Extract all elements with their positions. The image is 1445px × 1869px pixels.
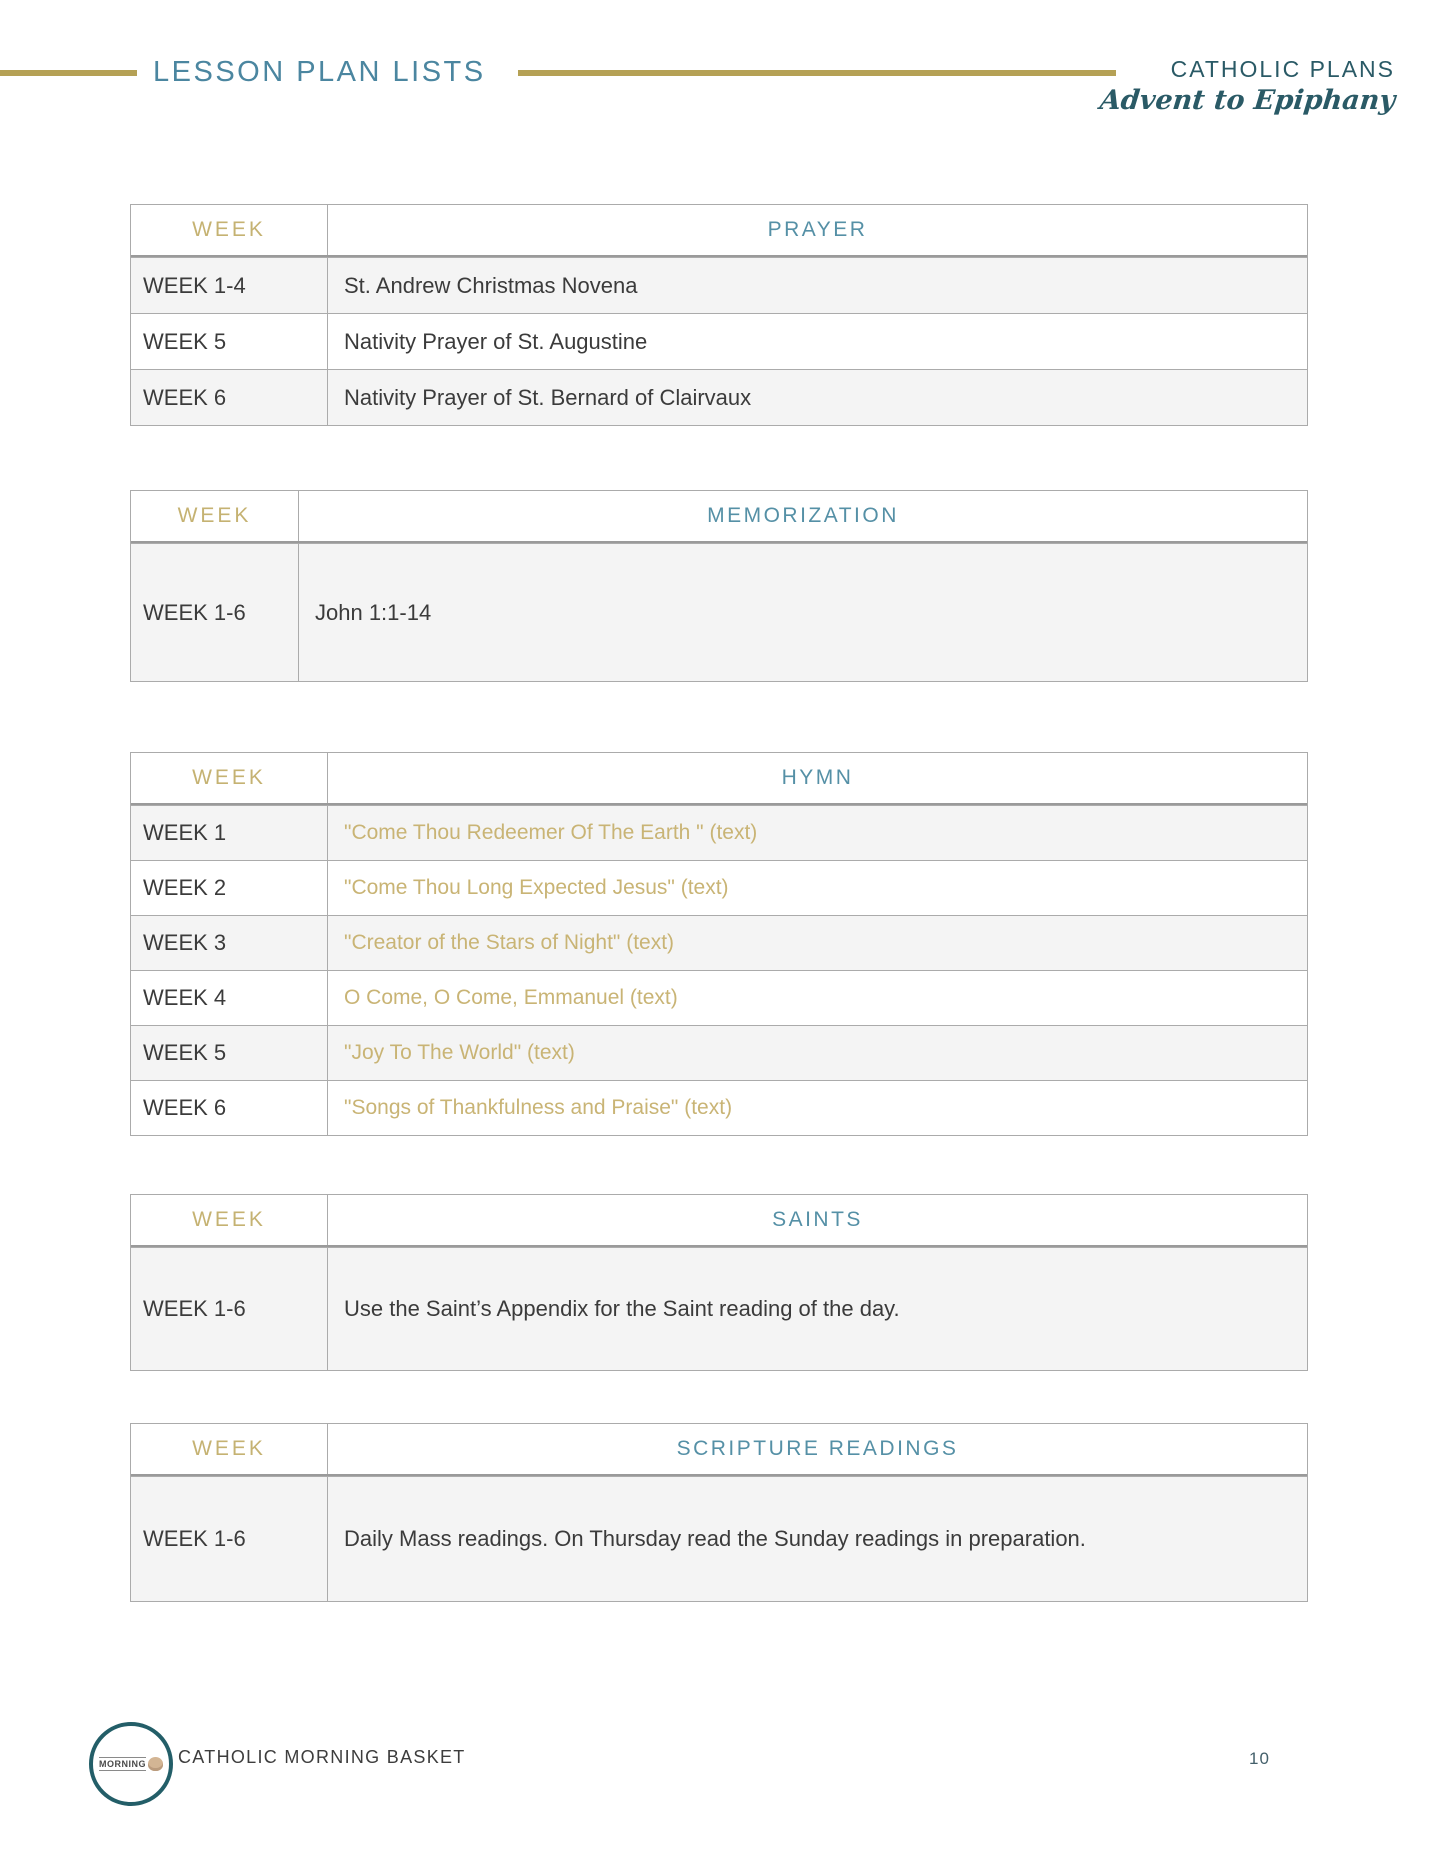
table-header-row — [131, 491, 1307, 543]
table-scripture — [130, 1423, 1308, 1602]
content-cell: Daily Mass readings. On Thursday read the Sunday readings in preparation. — [344, 1526, 1086, 1551]
table-memorization — [130, 490, 1308, 682]
table-saints — [130, 1194, 1308, 1371]
table-row — [131, 257, 1307, 313]
column-header-week: WEEK — [131, 1195, 328, 1245]
hymn-link[interactable]: "Joy To The World" (text) — [344, 1041, 575, 1064]
page-title: LESSON PLAN LISTS — [153, 56, 486, 88]
hymn-link[interactable]: "Songs of Thankfulness and Praise" (text) — [344, 1096, 733, 1119]
table-header-row — [131, 1424, 1307, 1476]
brand-name: CATHOLIC PLANS — [1170, 56, 1395, 82]
content-cell: John 1:1-14 — [315, 599, 432, 625]
column-header-prayer: PRAYER — [767, 218, 868, 241]
week-cell: WEEK 3 — [131, 916, 328, 970]
column-header-memorization: MEMORIZATION — [707, 504, 899, 527]
table-row — [131, 1080, 1307, 1135]
page-number: 10 — [1249, 1749, 1270, 1768]
hymn-link[interactable]: O Come, O Come, Emmanuel (text) — [344, 986, 678, 1009]
week-cell: WEEK 1 — [131, 806, 328, 860]
table-row — [131, 543, 1307, 681]
column-header-saints: SAINTS — [772, 1208, 863, 1231]
table-row — [131, 915, 1307, 970]
table-row — [131, 1247, 1307, 1370]
table-row — [131, 805, 1307, 860]
table-row — [131, 1025, 1307, 1080]
brand-subtitle-script: Advent to Epiphany — [1098, 85, 1397, 116]
week-cell: WEEK 1-6 — [131, 1477, 328, 1601]
table-row — [131, 369, 1307, 425]
gold-rule-right — [518, 70, 1116, 76]
week-cell: WEEK 1-4 — [131, 258, 328, 313]
column-header-week: WEEK — [131, 205, 328, 255]
week-cell: WEEK 5 — [131, 314, 328, 369]
column-header-week: WEEK — [131, 491, 299, 541]
week-cell: WEEK 1-6 — [131, 1248, 328, 1370]
table-row — [131, 1476, 1307, 1601]
footer-brand-text: CATHOLIC MORNING BASKET — [178, 1747, 466, 1767]
week-cell: WEEK 2 — [131, 861, 328, 915]
content-cell: Nativity Prayer of St. Augustine — [344, 328, 648, 354]
logo-artwork — [99, 1757, 163, 1771]
table-header-row — [131, 1195, 1307, 1247]
table-header-row — [131, 205, 1307, 257]
content-cell: St. Andrew Christmas Novena — [344, 272, 638, 298]
table-header-row — [131, 753, 1307, 805]
column-header-week: WEEK — [131, 1424, 328, 1474]
brand-block — [1100, 56, 1395, 116]
table-row — [131, 313, 1307, 369]
table-hymn — [130, 752, 1308, 1136]
hymn-link[interactable]: "Creator of the Stars of Night" (text) — [344, 931, 675, 954]
column-header-week: WEEK — [131, 753, 328, 803]
gold-rule-left — [0, 70, 137, 76]
week-cell: WEEK 1-6 — [131, 544, 299, 681]
week-cell: WEEK 4 — [131, 971, 328, 1025]
hymn-link[interactable]: "Come Thou Redeemer Of The Earth " (text) — [344, 821, 758, 844]
table-prayer — [130, 204, 1308, 426]
content-cell: Nativity Prayer of St. Bernard of Clairvaux — [344, 384, 752, 410]
basket-illustration-icon — [148, 1757, 163, 1771]
week-cell: WEEK 5 — [131, 1026, 328, 1080]
column-header-scripture: SCRIPTURE READINGS — [676, 1437, 959, 1460]
week-cell: WEEK 6 — [131, 370, 328, 425]
table-row — [131, 970, 1307, 1025]
logo-wordmark: MORNING — [99, 1759, 146, 1769]
catholic-morning-basket-logo — [89, 1722, 173, 1806]
hymn-link[interactable]: "Come Thou Long Expected Jesus" (text) — [344, 876, 729, 899]
column-header-hymn: HYMN — [781, 766, 854, 789]
table-row — [131, 860, 1307, 915]
content-cell: Use the Saint’s Appendix for the Saint reading of the day. — [344, 1296, 900, 1321]
week-cell: WEEK 6 — [131, 1081, 328, 1135]
